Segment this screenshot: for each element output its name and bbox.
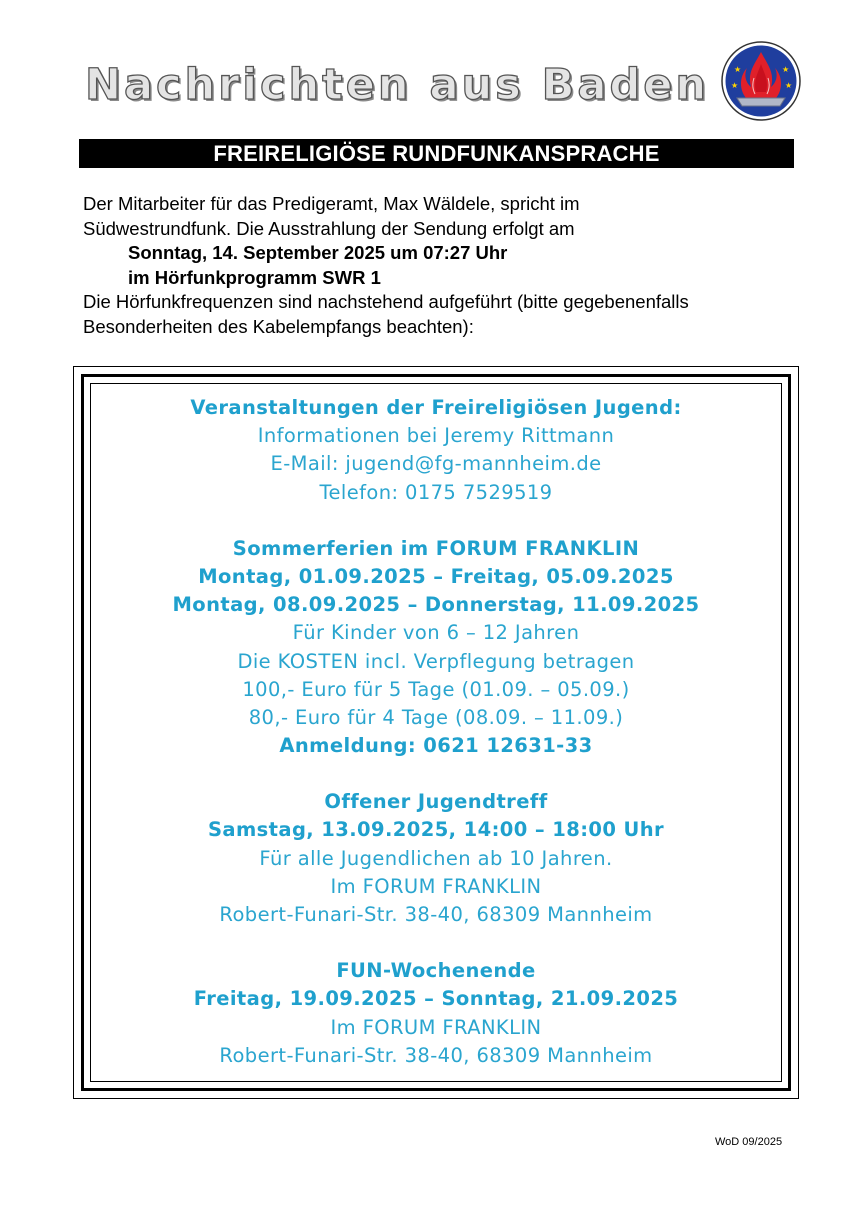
weekend-date: Freitag, 19.09.2025 – Sonntag, 21.09.2025: [193, 987, 679, 1011]
summer-title: Sommerferien im FORUM FRANKLIN: [232, 536, 640, 560]
summer-section: [90, 535, 782, 761]
broadcast-date: Sonntag, 14. September 2025 um 07:27 Uhr: [128, 242, 508, 263]
summer-price2: 80,- Euro für 4 Tage (08.09. – 11.09.): [248, 705, 624, 729]
page-title: Nachrichten aus Baden: [85, 60, 709, 110]
events-box: [90, 394, 782, 1098]
intro-line: Der Mitarbeiter für das Predigeramt, Max Wäldele, spricht im: [83, 193, 580, 214]
intro-line: Südwestrundfunk. Die Ausstrahlung der Sendung erfolgt am: [83, 217, 575, 239]
youth-section: [90, 394, 782, 507]
summer-ages: Für Kinder von 6 – 12 Jahren: [292, 621, 580, 645]
intro-line: Besonderheiten des Kabelempfangs beachten):: [83, 315, 474, 337]
section-banner: FREIRELIGIÖSE RUNDFUNKANSPRACHE: [79, 139, 794, 168]
meeting-audience: Für alle Jugendlichen ab 10 Jahren.: [259, 846, 613, 870]
footer-code: WoD 09/2025: [715, 1136, 783, 1148]
svg-text:★: ★: [731, 81, 739, 90]
weekend-venue: Im FORUM FRANKLIN: [330, 1015, 542, 1039]
weekend-title: FUN-Wochenende: [336, 959, 536, 983]
meeting-address: Robert-Funari-Str. 38-40, 68309 Mannheim: [219, 903, 653, 926]
intro-text: [83, 192, 689, 339]
svg-text:★: ★: [782, 65, 790, 74]
youth-title: Veranstaltungen der Freireligiösen Jugend:: [190, 396, 682, 419]
svg-text:★: ★: [734, 65, 742, 74]
weekend-section: [90, 957, 782, 1070]
meeting-venue: Im FORUM FRANKLIN: [330, 874, 542, 898]
broadcast-program: im Hörfunkprogramm SWR 1: [128, 266, 381, 288]
intro-line: Die Hörfunkfrequenzen sind nachstehend aufgeführt (bitte gegebenenfalls: [83, 291, 689, 312]
youth-email: E-Mail: jugend@fg-mannheim.de: [270, 452, 602, 476]
meeting-date: Samstag, 13.09.2025, 14:00 – 18:00 Uhr: [207, 818, 665, 842]
flame-emblem-logo: [720, 40, 802, 122]
summer-week2: Montag, 08.09.2025 – Donnerstag, 11.09.2025: [172, 593, 700, 617]
summer-price1: 100,- Euro für 5 Tage (01.09. – 05.09.): [242, 677, 630, 701]
weekend-address: Robert-Funari-Str. 38-40, 68309 Mannheim: [219, 1043, 653, 1067]
youth-info: Informationen bei Jeremy Rittmann: [257, 424, 615, 448]
summer-week1: Montag, 01.09.2025 – Freitag, 05.09.2025: [198, 564, 674, 588]
youth-phone: Telefon: 0175 7529519: [319, 480, 553, 504]
meeting-title: Offener Jugendtreff: [324, 790, 548, 814]
summer-registration: Anmeldung: 0621 12631-33: [279, 734, 593, 758]
svg-text:★: ★: [785, 81, 793, 90]
meeting-section: [90, 788, 782, 929]
summer-costs: Die KOSTEN incl. Verpflegung betragen: [237, 649, 635, 673]
